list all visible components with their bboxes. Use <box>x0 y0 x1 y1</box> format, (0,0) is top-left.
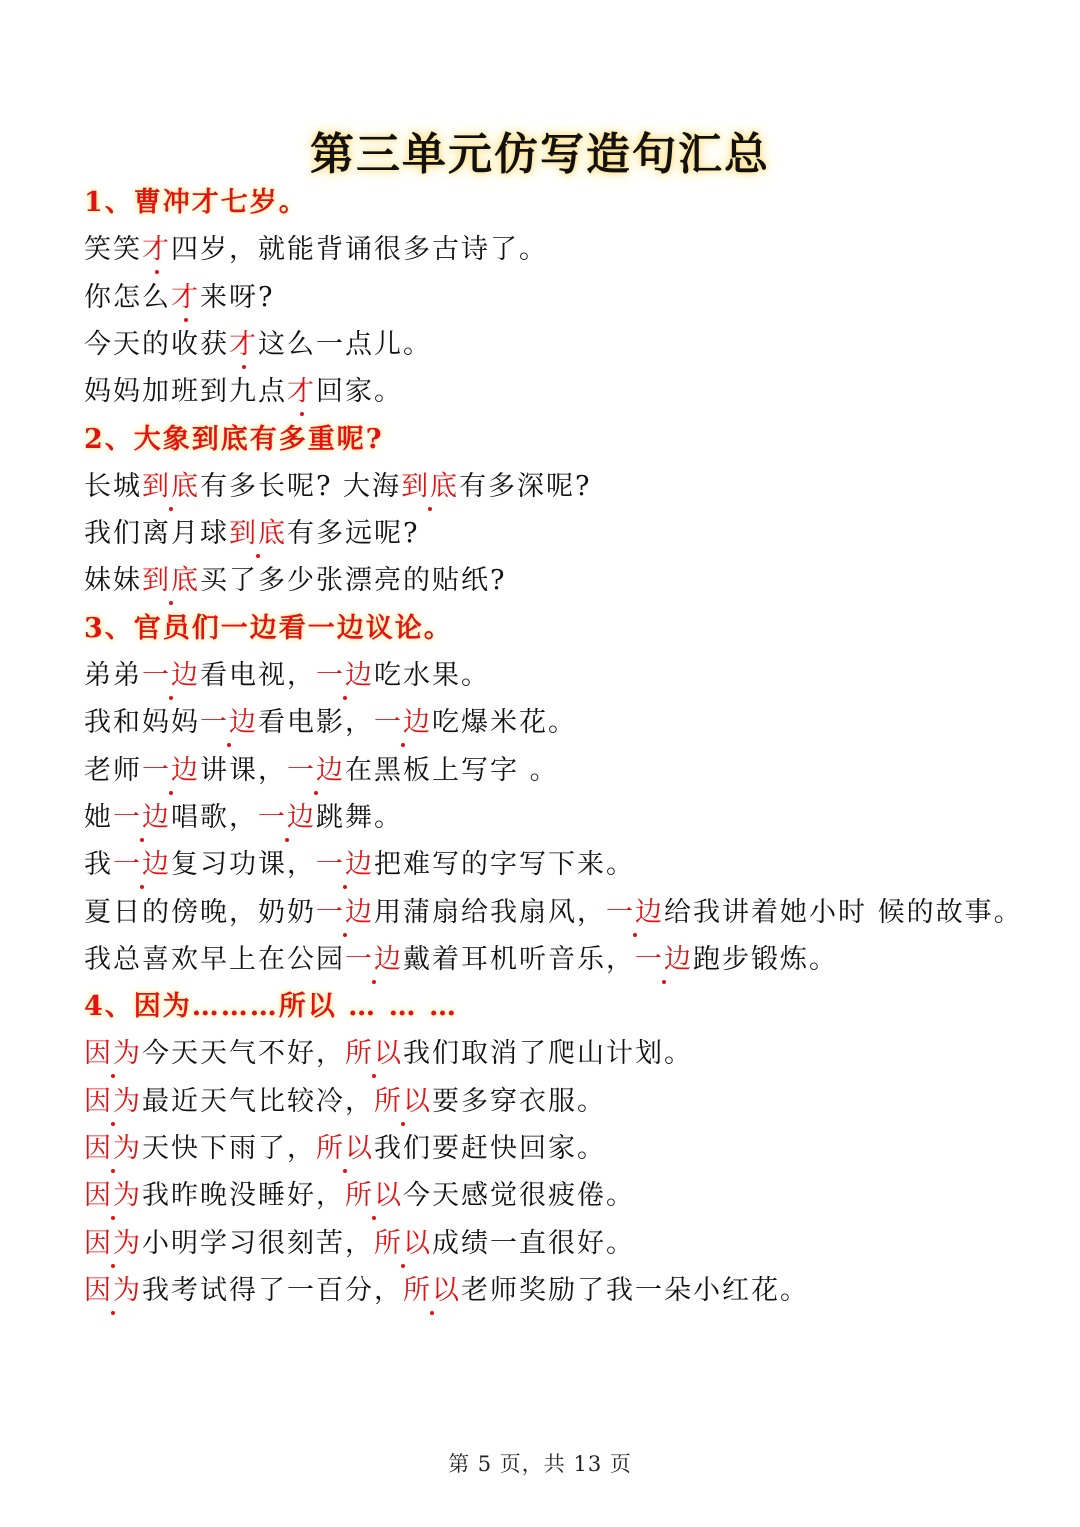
example-sentence <box>84 517 419 551</box>
highlighted-keyword: 一边 <box>113 801 171 833</box>
sentence-text: 小明学习很刻苦， <box>142 1227 374 1259</box>
section-heading <box>84 186 308 220</box>
highlighted-keyword: 因为 <box>84 1133 142 1164</box>
sentence-text: 把难写的字写下来。 <box>374 849 635 881</box>
highlighted-keyword: 一边 <box>606 896 664 928</box>
example-sentence <box>84 281 274 315</box>
sentence-text: 3、官员们一边看一边议论。 <box>84 612 453 644</box>
section-heading <box>84 990 458 1024</box>
example-sentence <box>84 801 403 835</box>
highlighted-keyword: 一边 <box>374 707 432 739</box>
sentence-text: 讲课， <box>200 754 287 786</box>
example-sentence <box>84 375 403 409</box>
sentence-text: 我们要赶快回家。 <box>374 1133 606 1164</box>
sentence-text: 2、大象到底有多重呢? <box>84 423 384 455</box>
page-title: 第三单元仿写造句汇总 <box>310 129 770 180</box>
sentence-text: 有多长呢? 大海 <box>200 470 402 502</box>
highlighted-keyword: 所以 <box>403 1274 461 1306</box>
highlighted-keyword: 一边 <box>142 754 200 786</box>
highlighted-keyword: 才 <box>191 187 221 218</box>
highlighted-keyword: 所以 <box>374 1227 432 1259</box>
highlighted-keyword: 到底 <box>142 565 200 597</box>
sentence-text: 你怎么 <box>84 281 171 313</box>
highlighted-keyword: 因为 <box>84 1038 142 1070</box>
sentence-text: 我和妈妈 <box>84 707 200 739</box>
sentence-text: 买了多少张漂亮的贴纸? <box>200 565 507 597</box>
highlighted-keyword: 因为 <box>84 1274 142 1306</box>
example-sentence <box>84 706 577 740</box>
example-sentence <box>84 233 548 267</box>
sentence-text: 我们取消了爬山计划。 <box>403 1038 693 1070</box>
sentence-text: 跳舞。 <box>316 801 403 833</box>
highlighted-keyword: 一边 <box>200 707 258 739</box>
sentence-text: 天快下雨了， <box>142 1133 316 1164</box>
sentence-text: 长城 <box>84 470 142 502</box>
highlighted-keyword: 所以 <box>345 1180 403 1212</box>
sentence-text: 给我讲着她小时 候的故事。 <box>664 896 1023 928</box>
highlighted-keyword: 因为 <box>84 1180 142 1212</box>
sentence-text: 我考试得了一百分， <box>142 1274 403 1306</box>
example-sentence <box>84 896 1023 930</box>
highlighted-keyword: 一边 <box>142 660 200 691</box>
sentence-text: 看电影， <box>258 707 374 739</box>
sentence-text: 看电视， <box>200 660 316 691</box>
sentence-text: 跑步锻炼。 <box>693 943 838 975</box>
sentence-text: 1、曹冲 <box>84 187 192 218</box>
sentence-text: 这么一点儿。 <box>258 328 432 360</box>
sentence-text: 吃爆米花。 <box>432 707 577 739</box>
highlighted-keyword: 才 <box>229 328 258 360</box>
highlighted-keyword: 到底 <box>142 470 200 502</box>
sentence-text: 妈妈加班到九点 <box>84 376 287 408</box>
sentence-text: 妹妹 <box>84 565 142 597</box>
example-sentence <box>84 470 592 504</box>
sentence-text: 今天感觉很疲倦。 <box>403 1180 635 1212</box>
sentence-text: 在黑板上写字 。 <box>345 754 559 786</box>
sentence-text: 最近天气比较冷， <box>142 1085 374 1117</box>
example-sentence <box>84 1037 693 1071</box>
sentence-text: 吃水果。 <box>374 660 490 691</box>
section-heading <box>84 423 384 457</box>
highlighted-keyword: 才 <box>287 376 316 408</box>
highlighted-keyword: 一边 <box>287 754 345 786</box>
example-sentence <box>84 943 838 977</box>
sentence-text: 用蒲扇给我扇风， <box>374 896 606 928</box>
example-sentence <box>84 1274 809 1308</box>
section-heading <box>84 612 453 646</box>
sentence-text: 有多深呢? <box>459 470 592 502</box>
sentence-text: 复习功课， <box>171 849 316 881</box>
sentence-text: 我 <box>84 849 113 881</box>
highlighted-keyword: 因为 <box>84 1227 142 1259</box>
sentence-text: 戴着耳机听音乐， <box>403 943 635 975</box>
highlighted-keyword: 一边 <box>635 943 693 975</box>
example-sentence <box>84 848 635 882</box>
highlighted-keyword: 所以 <box>374 1085 432 1117</box>
highlighted-keyword: 一边 <box>258 801 316 833</box>
sentence-text: 夏日的傍晚，奶奶 <box>84 896 316 928</box>
sentence-text: 老师奖励了我一朵小红花。 <box>461 1274 809 1306</box>
example-sentence <box>84 564 506 598</box>
highlighted-keyword: 一边 <box>316 660 374 691</box>
sentence-text: 我昨晚没睡好， <box>142 1180 345 1212</box>
sentence-text: 成绩一直很好。 <box>432 1227 635 1259</box>
highlighted-keyword: 所以 <box>345 1038 403 1070</box>
sentence-text: 唱歌， <box>171 801 258 833</box>
example-sentence <box>84 328 432 362</box>
sentence-text: 来呀? <box>200 281 275 313</box>
sentence-text: 我们离月球 <box>84 518 229 550</box>
sentence-text: 老师 <box>84 754 142 786</box>
sentence-text: 有多远呢? <box>287 518 420 550</box>
sentence-text: 她 <box>84 801 113 833</box>
highlighted-keyword: 一边 <box>316 849 374 881</box>
example-sentence <box>84 754 559 788</box>
sentence-text: 七岁。 <box>220 187 308 218</box>
highlighted-keyword: 因为 <box>84 1085 142 1117</box>
example-sentence <box>84 1085 606 1119</box>
sentence-text: 今天天气不好， <box>142 1038 345 1070</box>
highlighted-keyword: 所以 <box>316 1133 374 1164</box>
highlighted-keyword: 一边 <box>113 849 171 881</box>
page-footer: 第 5 页，共 13 页 <box>448 1452 632 1476</box>
sentence-text: 弟弟 <box>84 660 142 691</box>
sentence-text: 回家。 <box>316 376 403 408</box>
highlighted-keyword: 才 <box>142 234 171 266</box>
example-sentence <box>84 1132 606 1166</box>
sentence-text: 四岁，就能背诵很多古诗了。 <box>171 234 548 266</box>
example-sentence <box>84 659 490 693</box>
example-sentence <box>84 1227 635 1261</box>
example-sentence <box>84 1179 635 1213</box>
sentence-text: 今天的收获 <box>84 328 229 360</box>
sentence-text: 要多穿衣服。 <box>432 1085 606 1117</box>
highlighted-keyword: 到底 <box>229 518 287 550</box>
highlighted-keyword: 一边 <box>316 896 374 928</box>
sentence-text: 4、因为………所以 … … … <box>84 991 458 1023</box>
sentence-text: 我总喜欢早上在公园 <box>84 943 345 975</box>
highlighted-keyword: 到底 <box>401 470 460 502</box>
sentence-text: 笑笑 <box>84 234 142 266</box>
highlighted-keyword: 一边 <box>345 943 403 975</box>
highlighted-keyword: 才 <box>171 281 200 313</box>
